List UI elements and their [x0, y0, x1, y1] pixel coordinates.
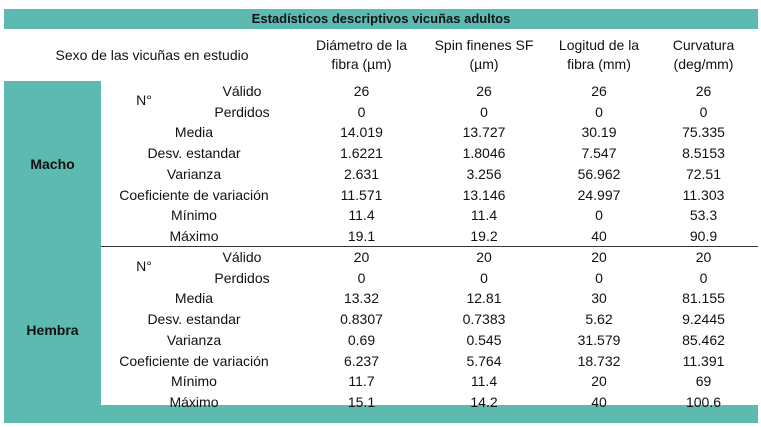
table-title: Estadísticos descriptivos vicuñas adultos	[4, 9, 758, 30]
table-cell: 13.727	[462, 124, 506, 141]
table-cell: 19.2	[470, 227, 498, 244]
table-cell: 13.146	[462, 186, 506, 203]
row-label: Varianza	[166, 165, 222, 182]
table-cell: 11.571	[340, 186, 383, 203]
table-cell: 85.462	[682, 331, 725, 348]
row-label: Perdidos	[214, 269, 270, 286]
table-cell: 11.4	[470, 373, 498, 390]
table-cell: 24.997	[577, 186, 621, 203]
row-label: Coeficiente de variación	[119, 186, 269, 203]
row-label: Máximo	[169, 393, 219, 410]
table-cell: 5.764	[466, 352, 502, 369]
table-cell: 11.7	[348, 373, 375, 390]
column-header-curvature	[649, 29, 758, 81]
row-label: Mínimo	[171, 373, 217, 390]
table-cell: 12.81	[466, 290, 502, 307]
table-cell: 0.69	[347, 331, 376, 348]
row-label: Coeficiente de variación	[119, 352, 269, 369]
group-column-header: Sexo de las vicuñas en estudio	[55, 46, 249, 63]
row-label: Media	[174, 124, 214, 141]
row-label: Media	[174, 290, 214, 307]
table-cell: 40	[591, 393, 607, 410]
table-cell: 26	[591, 83, 607, 99]
group-label: Hembra	[26, 321, 79, 338]
table-cell: 72.51	[685, 165, 722, 182]
table-cell: 26	[353, 83, 370, 99]
column-header-spin-fineness	[419, 29, 549, 81]
table-cell: 19.1	[347, 227, 376, 244]
column-header-line: Spin finenes SF	[434, 37, 534, 53]
table-cell: 30.19	[581, 124, 617, 141]
row-label: Desv. estandar	[147, 311, 241, 328]
group-sidebar	[4, 81, 101, 423]
table-cell: 3.256	[466, 165, 502, 182]
n-label: N°	[136, 92, 152, 109]
column-header-length	[549, 29, 649, 81]
table-cell: 30	[591, 290, 607, 307]
table-cell: 0	[595, 207, 603, 224]
column-header-line: Curvatura	[672, 37, 735, 53]
table-cell: 0	[699, 269, 708, 286]
table-cell: 0	[480, 269, 488, 286]
column-header-line: Diámetro de la	[315, 37, 408, 53]
table-cell: 69	[695, 373, 712, 390]
table-cell: 31.579	[577, 331, 621, 348]
table-cell: 0	[595, 103, 603, 120]
table-cell: 6.237	[343, 352, 380, 369]
row-label: Varianza	[166, 331, 222, 348]
table-cell: 26	[695, 83, 712, 99]
table-cell: 0.7383	[462, 311, 506, 328]
table-cell: 20	[591, 373, 607, 390]
table-cell: 0	[595, 269, 603, 286]
row-label: Máximo	[169, 227, 219, 244]
table-cell: 0	[357, 103, 366, 120]
table-cell: 26	[476, 83, 492, 99]
table-cell: 75.335	[682, 124, 725, 141]
column-header-line: fibra (mm)	[567, 56, 631, 72]
table-cell: 14.019	[340, 124, 383, 141]
column-header-line: Logitud de la	[558, 37, 640, 53]
table-cell: 20	[353, 249, 370, 265]
table-cell: 7.547	[581, 145, 617, 162]
row-label: Válido	[222, 249, 262, 265]
table-cell: 11.391	[682, 352, 725, 369]
table-cell: 15.1	[347, 393, 376, 410]
table-cell: 5.62	[585, 311, 613, 328]
group-label: Macho	[30, 155, 75, 172]
table-cell: 90.9	[689, 227, 718, 244]
table-cell: 0	[357, 269, 366, 286]
table-cell: 11.303	[682, 186, 725, 203]
table-cell: 11.4	[348, 207, 375, 224]
row-label: Desv. estandar	[147, 145, 241, 162]
table-cell: 20	[476, 249, 492, 265]
table-cell: 53.3	[689, 207, 718, 224]
column-header-line: fibra (µm)	[331, 56, 392, 72]
row-label: Mínimo	[171, 207, 217, 224]
table-cell: 40	[591, 227, 607, 244]
table-cell: 1.6221	[340, 145, 383, 162]
table-cell: 0.8307	[340, 311, 383, 328]
table-cell: 56.962	[577, 165, 621, 182]
stats-table	[4, 9, 758, 423]
n-label: N°	[136, 258, 152, 275]
column-header-line: (µm)	[469, 56, 499, 72]
row-label: Válido	[222, 83, 262, 99]
table-cell: 1.8046	[462, 145, 506, 162]
table-cell: 11.4	[470, 207, 498, 224]
table-cell: 9.2445	[682, 311, 725, 328]
table-cell: 20	[591, 249, 607, 265]
column-header-diameter	[304, 29, 419, 81]
table-cell: 8.5153	[682, 145, 725, 162]
column-header-line: (deg/mm)	[673, 56, 734, 72]
table-cell: 14.2	[470, 393, 498, 410]
table-cell: 100.6	[685, 393, 722, 410]
table-cell: 2.631	[343, 165, 380, 182]
table-cell: 0.545	[466, 331, 502, 348]
table-cell: 20	[695, 249, 712, 265]
table-cell: 0	[699, 103, 708, 120]
table-cell: 18.732	[577, 352, 621, 369]
table-header	[4, 29, 758, 81]
table-cell: 81.155	[682, 290, 725, 307]
row-label: Perdidos	[214, 103, 270, 120]
table-cell: 0	[480, 103, 488, 120]
table-cell: 13.32	[343, 290, 380, 307]
